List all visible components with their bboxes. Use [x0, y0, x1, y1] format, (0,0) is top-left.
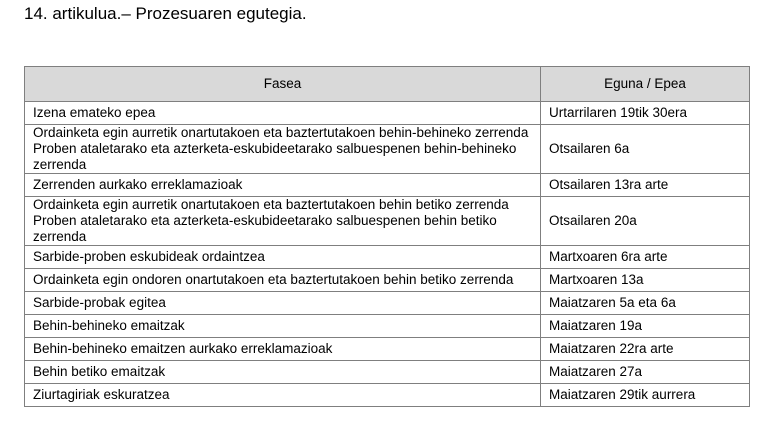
phase-text: Sarbide-probak egitea — [33, 295, 166, 310]
table-row — [25, 125, 750, 174]
phase-text: Zerrenden aurkako erreklamazioak — [33, 177, 243, 192]
phase-cell — [25, 315, 541, 338]
phase-text: Proben ataletarako eta azterketa-eskubideetarako salbuespenen behin-behineko zerrenda — [33, 141, 517, 172]
date-cell: Otsailaren 13ra arte — [541, 174, 750, 197]
table-row — [25, 102, 750, 125]
date-cell: Maiatzaren 22ra arte — [541, 338, 750, 361]
date-cell: Maiatzaren 5a eta 6a — [541, 292, 750, 315]
header-date: Eguna / Epea — [541, 67, 750, 102]
date-cell: Maiatzaren 27a — [541, 361, 750, 384]
table-row — [25, 174, 750, 197]
phase-cell — [25, 384, 541, 407]
phase-text: Behin betiko emaitzak — [33, 364, 166, 379]
phase-text: Sarbide-proben eskubideak ordaintzea — [33, 249, 265, 264]
phase-text: Proben ataletarako eta azterketa-eskubideetarako salbuespenen behin betiko zerrenda — [33, 213, 497, 244]
article-title: 14. artikulua.– Prozesuaren egutegia. — [24, 4, 307, 23]
date-cell: Urtarrilaren 19tik 30era — [541, 102, 750, 125]
date-cell: Otsailaren 6a — [541, 125, 750, 174]
schedule-table — [24, 66, 750, 407]
date-cell: Otsailaren 20a — [541, 197, 750, 246]
table-row — [25, 361, 750, 384]
phase-text: Behin-behineko emaitzak — [33, 318, 185, 333]
date-cell: Martxoaren 6ra arte — [541, 246, 750, 269]
phase-text: Ordainketa egin ondoren onartutakoen eta baztertutakoen behin betiko zerrenda — [33, 272, 514, 287]
date-cell: Maiatzaren 19a — [541, 315, 750, 338]
table-row — [25, 246, 750, 269]
header-phase: Fasea — [25, 67, 541, 102]
phase-cell — [25, 338, 541, 361]
table-header-row — [25, 67, 750, 102]
phase-cell — [25, 102, 541, 125]
table-row — [25, 315, 750, 338]
table-row — [25, 292, 750, 315]
date-cell: Martxoaren 13a — [541, 269, 750, 292]
phase-text: Izena emateko epea — [33, 105, 156, 120]
phase-cell — [25, 125, 541, 174]
table-row — [25, 338, 750, 361]
phase-text: Ziurtagiriak eskuratzea — [33, 387, 170, 402]
phase-cell — [25, 197, 541, 246]
date-cell: Maiatzaren 29tik aurrera — [541, 384, 750, 407]
phase-cell — [25, 269, 541, 292]
table-row — [25, 384, 750, 407]
phase-cell — [25, 292, 541, 315]
phase-cell — [25, 174, 541, 197]
phase-cell — [25, 361, 541, 384]
phase-text: Ordainketa egin aurretik onartutakoen eta baztertutakoen behin betiko zerrenda — [33, 197, 509, 212]
table-row — [25, 269, 750, 292]
phase-text: Behin-behineko emaitzen aurkako erreklamazioak — [33, 341, 333, 356]
phase-cell — [25, 246, 541, 269]
phase-text: Ordainketa egin aurretik onartutakoen eta baztertutakoen behin-behineko zerrenda — [33, 125, 529, 140]
table-row — [25, 197, 750, 246]
